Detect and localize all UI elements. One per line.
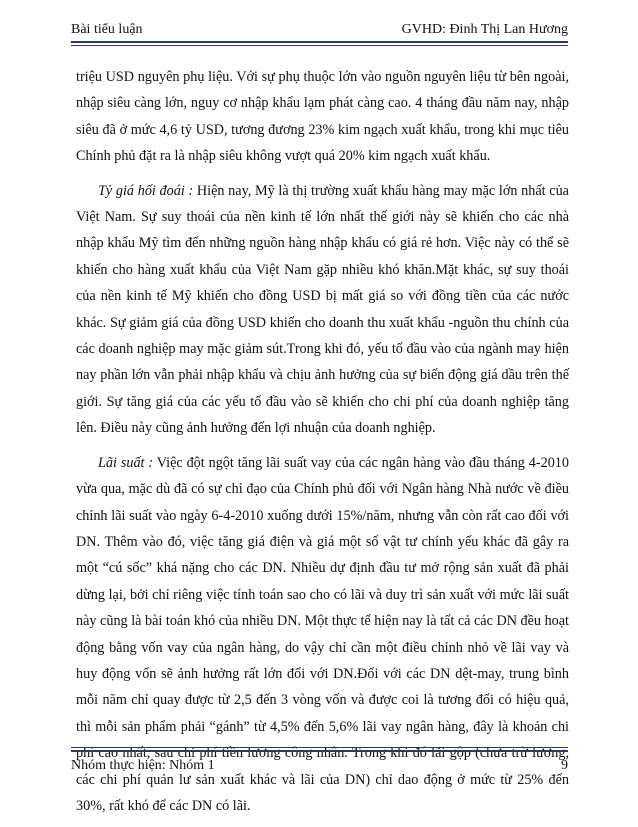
- footer-group: Nhóm thực hiện: Nhóm 1: [71, 758, 215, 773]
- header-rule-thick: [71, 41, 568, 43]
- paragraph-text: Việc đột ngột tăng lãi suất vay của các ngân hàng vào đầu tháng 4-2010 vừa qua, mặc dù đã có sự chỉ đạo của Chính phủ đối với Ngân hàng Nhà nước về điều chỉnh lãi suất vào ngày 6-4-2010 xuống dưới 15%/năm, nhưng vẫn còn rất cao đối với DN. Thêm vào đó, việc tăng giá điện và giá một số vật tư chính yếu khác đã gây ra một “cú sốc” khá nặng cho các DN. Nhiều dự định đầu tư mở rộng sản xuất đã phải dừng lại, bởi chỉ riêng việc tính toán sao cho có lãi và duy trì sản xuất với mức lãi suất này cũng là bài toán khó của nhiều DN. Một thực tế hiện nay là tất cả các DN đều hoạt động bằng vốn vay của ngân hàng, do vậy chỉ cần một điều chỉnh nhỏ về lãi vay và huy động vốn sẽ ảnh hưởng rất lớn đối với DN.Đối với các DN dệt-may, trung bình mỗi năm chỉ quay được từ 2,5 đến 3 vòng vốn và được coi là tương đối có hiệu quả, thì mỗi sản phẩm phải “gánh” từ 4,5% đến 5,6% lãi vay ngân hàng, đây là khoản chi phí cao nhất, sau chi phí tiền lương công nhân. Trong khi đó lãi gộp (chưa trừ lương, các chi phí quản lư sản xuất khác và lãi của DN) chỉ dao động ở mức từ 25% đến 30%, rất khó để các DN có lãi.: [76, 454, 569, 814]
- header-title: Bài tiểu luận: [71, 22, 143, 37]
- paragraph-lead: Tỷ giá hối đoái :: [98, 182, 194, 199]
- footer-rule-thick: [71, 750, 568, 752]
- paragraph-lead: Lãi suất :: [98, 454, 154, 471]
- page-number: 9: [561, 758, 568, 773]
- header-advisor: GVHD: Đinh Thị Lan Hương: [401, 22, 568, 37]
- paragraph-text: Hiện nay, Mỹ là thị trường xuất khẩu hàng may mặc lớn nhất của Việt Nam. Sự suy thoái của nền kinh tế lớn nhất thế giới này sẽ khiến cho các nhà nhập khẩu Mỹ tìm đến những nguồn hàng nhập khẩu có giá rẻ hơn. Việc này có thể sẽ khiến cho hàng xuất khẩu của Việt Nam gặp nhiều khó khăn.Mặt khác, sự suy thoái của nền kinh tế Mỹ khiến cho đồng USD bị mất giá so với đồng tiền của các nước khác. Sự giảm giá của đồng USD khiến cho doanh thu xuất khẩu -nguồn thu chính của các doanh nghiệp may mặc giảm sút.Trong khi đó, yếu tố đầu vào của ngành may hiện nay phần lớn vẫn phải nhập khẩu và chịu ảnh hưởng của sự biến động giá dầu trên thế giới. Sự tăng giá của các yếu tố đầu vào sẽ khiến cho chi phí của doanh nghiệp tăng lên. Điều này cũng ảnh hưởng đến lợi nhuận của doanh nghiệp.: [76, 182, 569, 437]
- page-footer: [71, 758, 568, 774]
- page-body: [76, 64, 569, 827]
- paragraph-text: triệu USD nguyên phụ liệu. Với sự phụ thuộc lớn vào nguồn nguyên liệu từ bên ngoài, nhập siêu càng lớn, nguy cơ nhập khẩu lạm phát càng cao. 4 tháng đầu năm nay, nhập siêu đã ở mức 4,6 tỷ USD, tương đương 23% kim ngạch xuất khẩu, trong khi mục tiêu Chính phủ đặt ra là nhập siêu không vượt quá 20% kim ngạch xuất khẩu.: [76, 69, 569, 165]
- page-header: [71, 14, 568, 38]
- footer-rule-thin: [71, 747, 568, 748]
- header-rule-thin: [71, 45, 568, 46]
- paragraph-exchange-rate: [76, 178, 569, 442]
- paragraph-continuation: [76, 64, 569, 170]
